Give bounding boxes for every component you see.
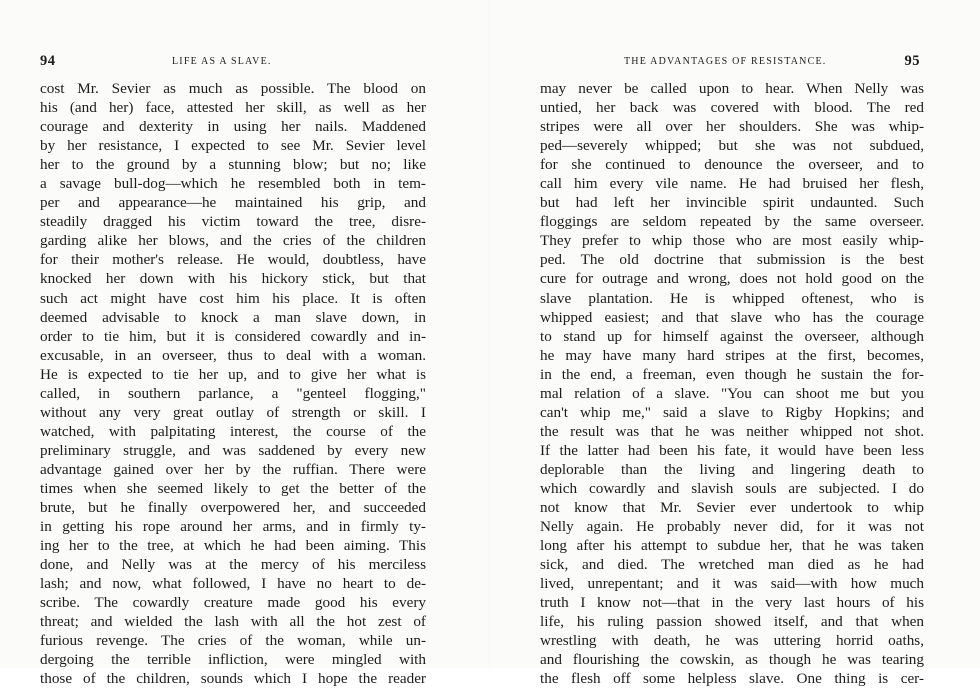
text-line: deplorable than the living and lingering death to — [540, 460, 924, 478]
text-line: threat; and wielded the lash with all the hot zest of — [40, 613, 426, 631]
text-line: cost Mr. Sevier as much as possible. The blood on — [40, 80, 426, 97]
text-line: called, in southern parlance, a "genteel flogging," — [40, 384, 426, 402]
text-line: preliminary struggle, and was saddened by every new — [40, 441, 426, 459]
text-line: for she continued to denounce the overseer, and to — [540, 156, 924, 174]
text-line: stripes were all over her shoulders. She was whip- — [540, 118, 924, 136]
left-page-header — [40, 53, 426, 71]
right-page-header — [540, 53, 924, 71]
text-line: but had left her invincible spirit undaunted. Such — [540, 194, 924, 212]
text-line: those of the children, sounds which I hope the reader — [40, 670, 426, 688]
text-line: per and appearance—he maintained his grip, and — [40, 194, 426, 212]
left-running-head: LIFE AS A SLAVE. — [172, 56, 272, 67]
text-line: ped. The old doctrine that submission is the best — [540, 251, 924, 269]
text-line: times when she seemed likely to get the better of the — [40, 479, 426, 497]
text-line: long after his attempt to subdue her, that he was taken — [540, 537, 924, 555]
text-line: by her resistance, I expected to see Mr. Sevier level — [40, 137, 426, 155]
text-line: excusable, in an overseer, thus to deal with a woman. — [40, 346, 426, 364]
text-line: ing her to the tree, at which he had been aiming. This — [40, 537, 426, 555]
text-line: ped—severely whipped; but she was not subdued, — [540, 137, 924, 155]
right-running-head: THE ADVANTAGES OF RESISTANCE. — [624, 56, 827, 67]
text-line: the result was that he was neither whipped not shot. — [540, 422, 924, 440]
text-line: sick, and died. The wretched man died as he had — [540, 556, 924, 574]
text-line: garding alike her blows, and the cries of the children — [40, 232, 426, 250]
text-line: whipped easiest; and that slave who has the courage — [540, 308, 924, 326]
left-page — [40, 0, 426, 688]
text-line: truth I know not—that in the very last hours of his — [540, 594, 924, 612]
text-line: floggings are seldom repeated by the same overseer. — [540, 213, 924, 231]
text-line: his (and her) face, attested her skill, as well as her — [40, 99, 426, 117]
text-line: a savage bull-dog—which he resembled both in tem- — [40, 175, 426, 193]
text-line: advantage gained over her by the ruffian. There were — [40, 460, 426, 478]
text-line: lived, unrepentant; and it was said—with how much — [540, 575, 924, 593]
text-line: They prefer to whip those who are most easily whip- — [540, 232, 924, 250]
text-line: call him every vile name. He had bruised her flesh, — [540, 175, 924, 193]
left-page-text — [40, 79, 426, 689]
text-line: courage and dexterity in using her nails. Maddened — [40, 118, 426, 136]
text-line: deemed advisable to knock a man slave down, in — [40, 308, 426, 326]
text-line: He is expected to tie her up, and to give her what is — [40, 365, 426, 383]
text-line: mal relation of a slave. "You can shoot me but you — [540, 384, 924, 402]
book-gutter — [489, 0, 490, 668]
text-line: not know that Mr. Sevier ever undertook to whip — [540, 499, 924, 517]
text-line: If the latter had been his fate, it would have been less — [540, 441, 924, 459]
right-page — [540, 0, 924, 688]
text-line: dergoing the terrible infliction, were mingled with — [40, 651, 426, 669]
text-line: wrestling with death, he was uttering horrid oaths, — [540, 632, 924, 650]
text-line: such act might have cost him his place. It is often — [40, 289, 426, 307]
text-line: brute, but he finally overpowered her, and succeeded — [40, 499, 426, 517]
text-line: lash; and now, what followed, I have no heart to de- — [40, 575, 426, 593]
text-line: can't whip me," said a slave to Rigby Hopkins; and — [540, 403, 924, 421]
text-line: steadily dragged his victim toward the tree, disre- — [40, 213, 426, 231]
text-line: Nelly again. He probably never did, for it was not — [540, 518, 924, 536]
text-line: untied, her back was covered with blood. The red — [540, 99, 924, 117]
text-line: order to tie him, but it is considered cowardly and in- — [40, 327, 426, 345]
text-line: the flesh off some helpless slave. One thing is cer- — [540, 670, 924, 688]
text-line: cure for outrage and wrong, does not hold good on the — [540, 270, 924, 288]
text-line: slave plantation. He is whipped oftenest, who is — [540, 289, 924, 307]
text-line: furious revenge. The cries of the woman, while un- — [40, 632, 426, 650]
text-line: her to the ground by a stunning blow; but no; like — [40, 156, 426, 174]
text-line: without any very great outlay of strength or skill. I — [40, 403, 426, 421]
text-line: to stand up for himself against the overseer, although — [540, 327, 924, 345]
text-line: he may have many hard stripes at the first, becomes, — [540, 346, 924, 364]
text-line: in getting his rope around her arms, and in firmly ty- — [40, 518, 426, 536]
text-line: scribe. The cowardly creature made good his every — [40, 594, 426, 612]
text-line: which cowardly and slavish souls are subjected. I do — [540, 479, 924, 497]
right-page-number: 95 — [904, 53, 920, 69]
left-page-number: 94 — [40, 53, 56, 69]
text-line: for their mother's release. He would, doubtless, have — [40, 251, 426, 269]
text-line: done, and Nelly was at the mercy of his merciless — [40, 556, 426, 574]
text-line: in the end, a freeman, even though he sustain the for- — [540, 365, 924, 383]
text-line: watched, with palpitating interest, the course of the — [40, 422, 426, 440]
text-line: may never be called upon to hear. When Nelly was — [540, 80, 924, 97]
right-page-text — [540, 79, 924, 689]
text-line: and flourishing the cowskin, as though he was tearing — [540, 651, 924, 669]
text-line: knocked her down with his hickory stick, but that — [40, 270, 426, 288]
text-line: life, his ruling passion showed itself, and that when — [540, 613, 924, 631]
